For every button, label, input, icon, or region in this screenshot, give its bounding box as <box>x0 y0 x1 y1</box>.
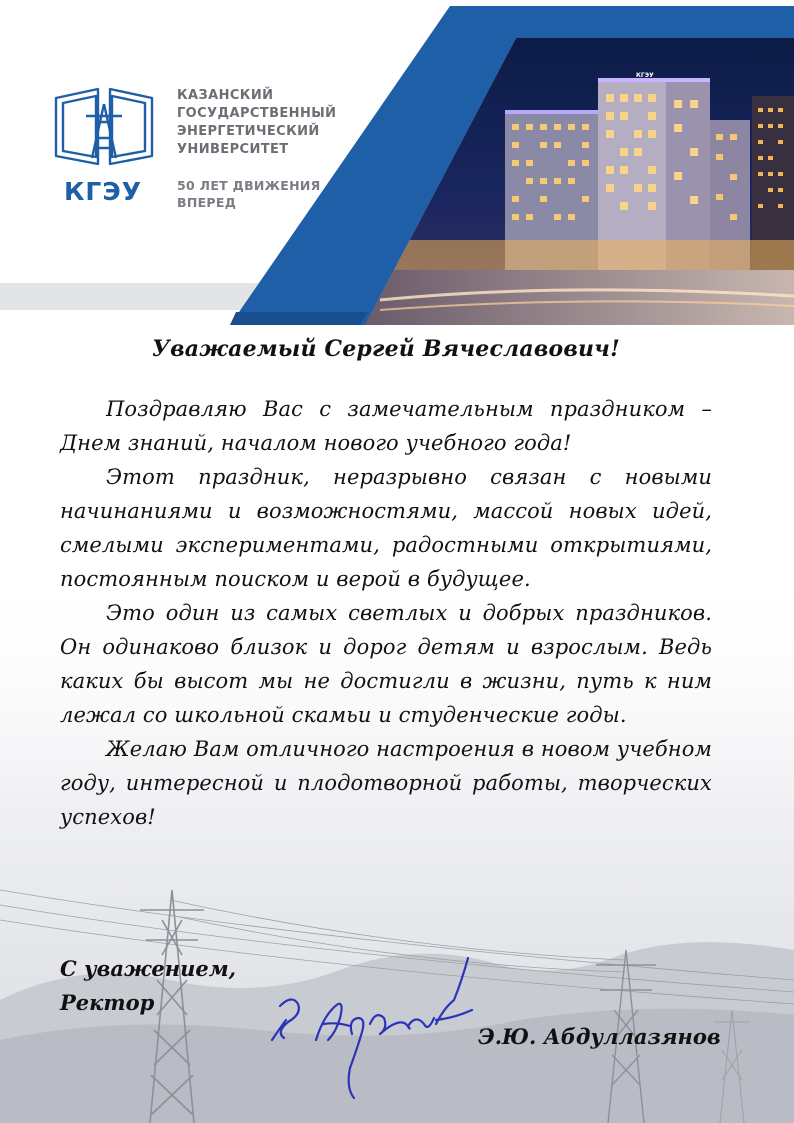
university-name-line: ГОСУДАРСТВЕННЫЙ <box>177 106 337 121</box>
university-name-line: ЭНЕРГЕТИЧЕСКИЙ <box>177 124 320 139</box>
letter-paragraph: Этот праздник, неразрывно связан с новыми начинаниями и возможностями, массой новых идей, смелыми экспериментами, радостными открытиями, постоянным поиском и верой в будущее. <box>60 465 712 591</box>
building-sign: КГЭУ <box>636 72 654 79</box>
university-emblem-icon <box>52 86 156 170</box>
letter-paragraph: Поздравляю Вас с замечательным праздником – Днем знаний, началом нового учебного года! <box>60 397 712 455</box>
letter-body <box>60 336 712 834</box>
university-name-line: КАЗАНСКИЙ <box>177 88 274 103</box>
university-name <box>177 87 336 159</box>
letter-paragraph: Желаю Вам отличного настроения в новом учебном году, интересной и плодотворной работы, творческих успехов! <box>60 737 712 829</box>
university-name-line: УНИВЕРСИТЕТ <box>177 142 289 157</box>
slogan-line: ВПЕРЕД <box>177 195 237 210</box>
letterhead <box>0 0 794 325</box>
rector-signature <box>258 948 488 1108</box>
letter-closing <box>60 952 236 1020</box>
logo-abbreviation: КГЭУ <box>64 177 142 206</box>
anniversary-slogan <box>177 177 321 211</box>
letter-greeting: Уважаемый Сергей Вячеславович! <box>152 336 620 362</box>
signer-name: Э.Ю. Абдуллазянов <box>478 1024 721 1049</box>
letter-paragraph: Это один из самых светлых и добрых праздников. Он одинаково близок и дорог детям и взрослым. Ведь каких бы высот мы не достигли в жизни, путь к ним лежал со школьной скамьи и студенческие годы. <box>60 601 712 727</box>
closing-regards: С уважением, <box>60 956 236 981</box>
closing-title: Ректор <box>60 990 155 1015</box>
slogan-line: 50 ЛЕТ ДВИЖЕНИЯ <box>177 178 321 193</box>
